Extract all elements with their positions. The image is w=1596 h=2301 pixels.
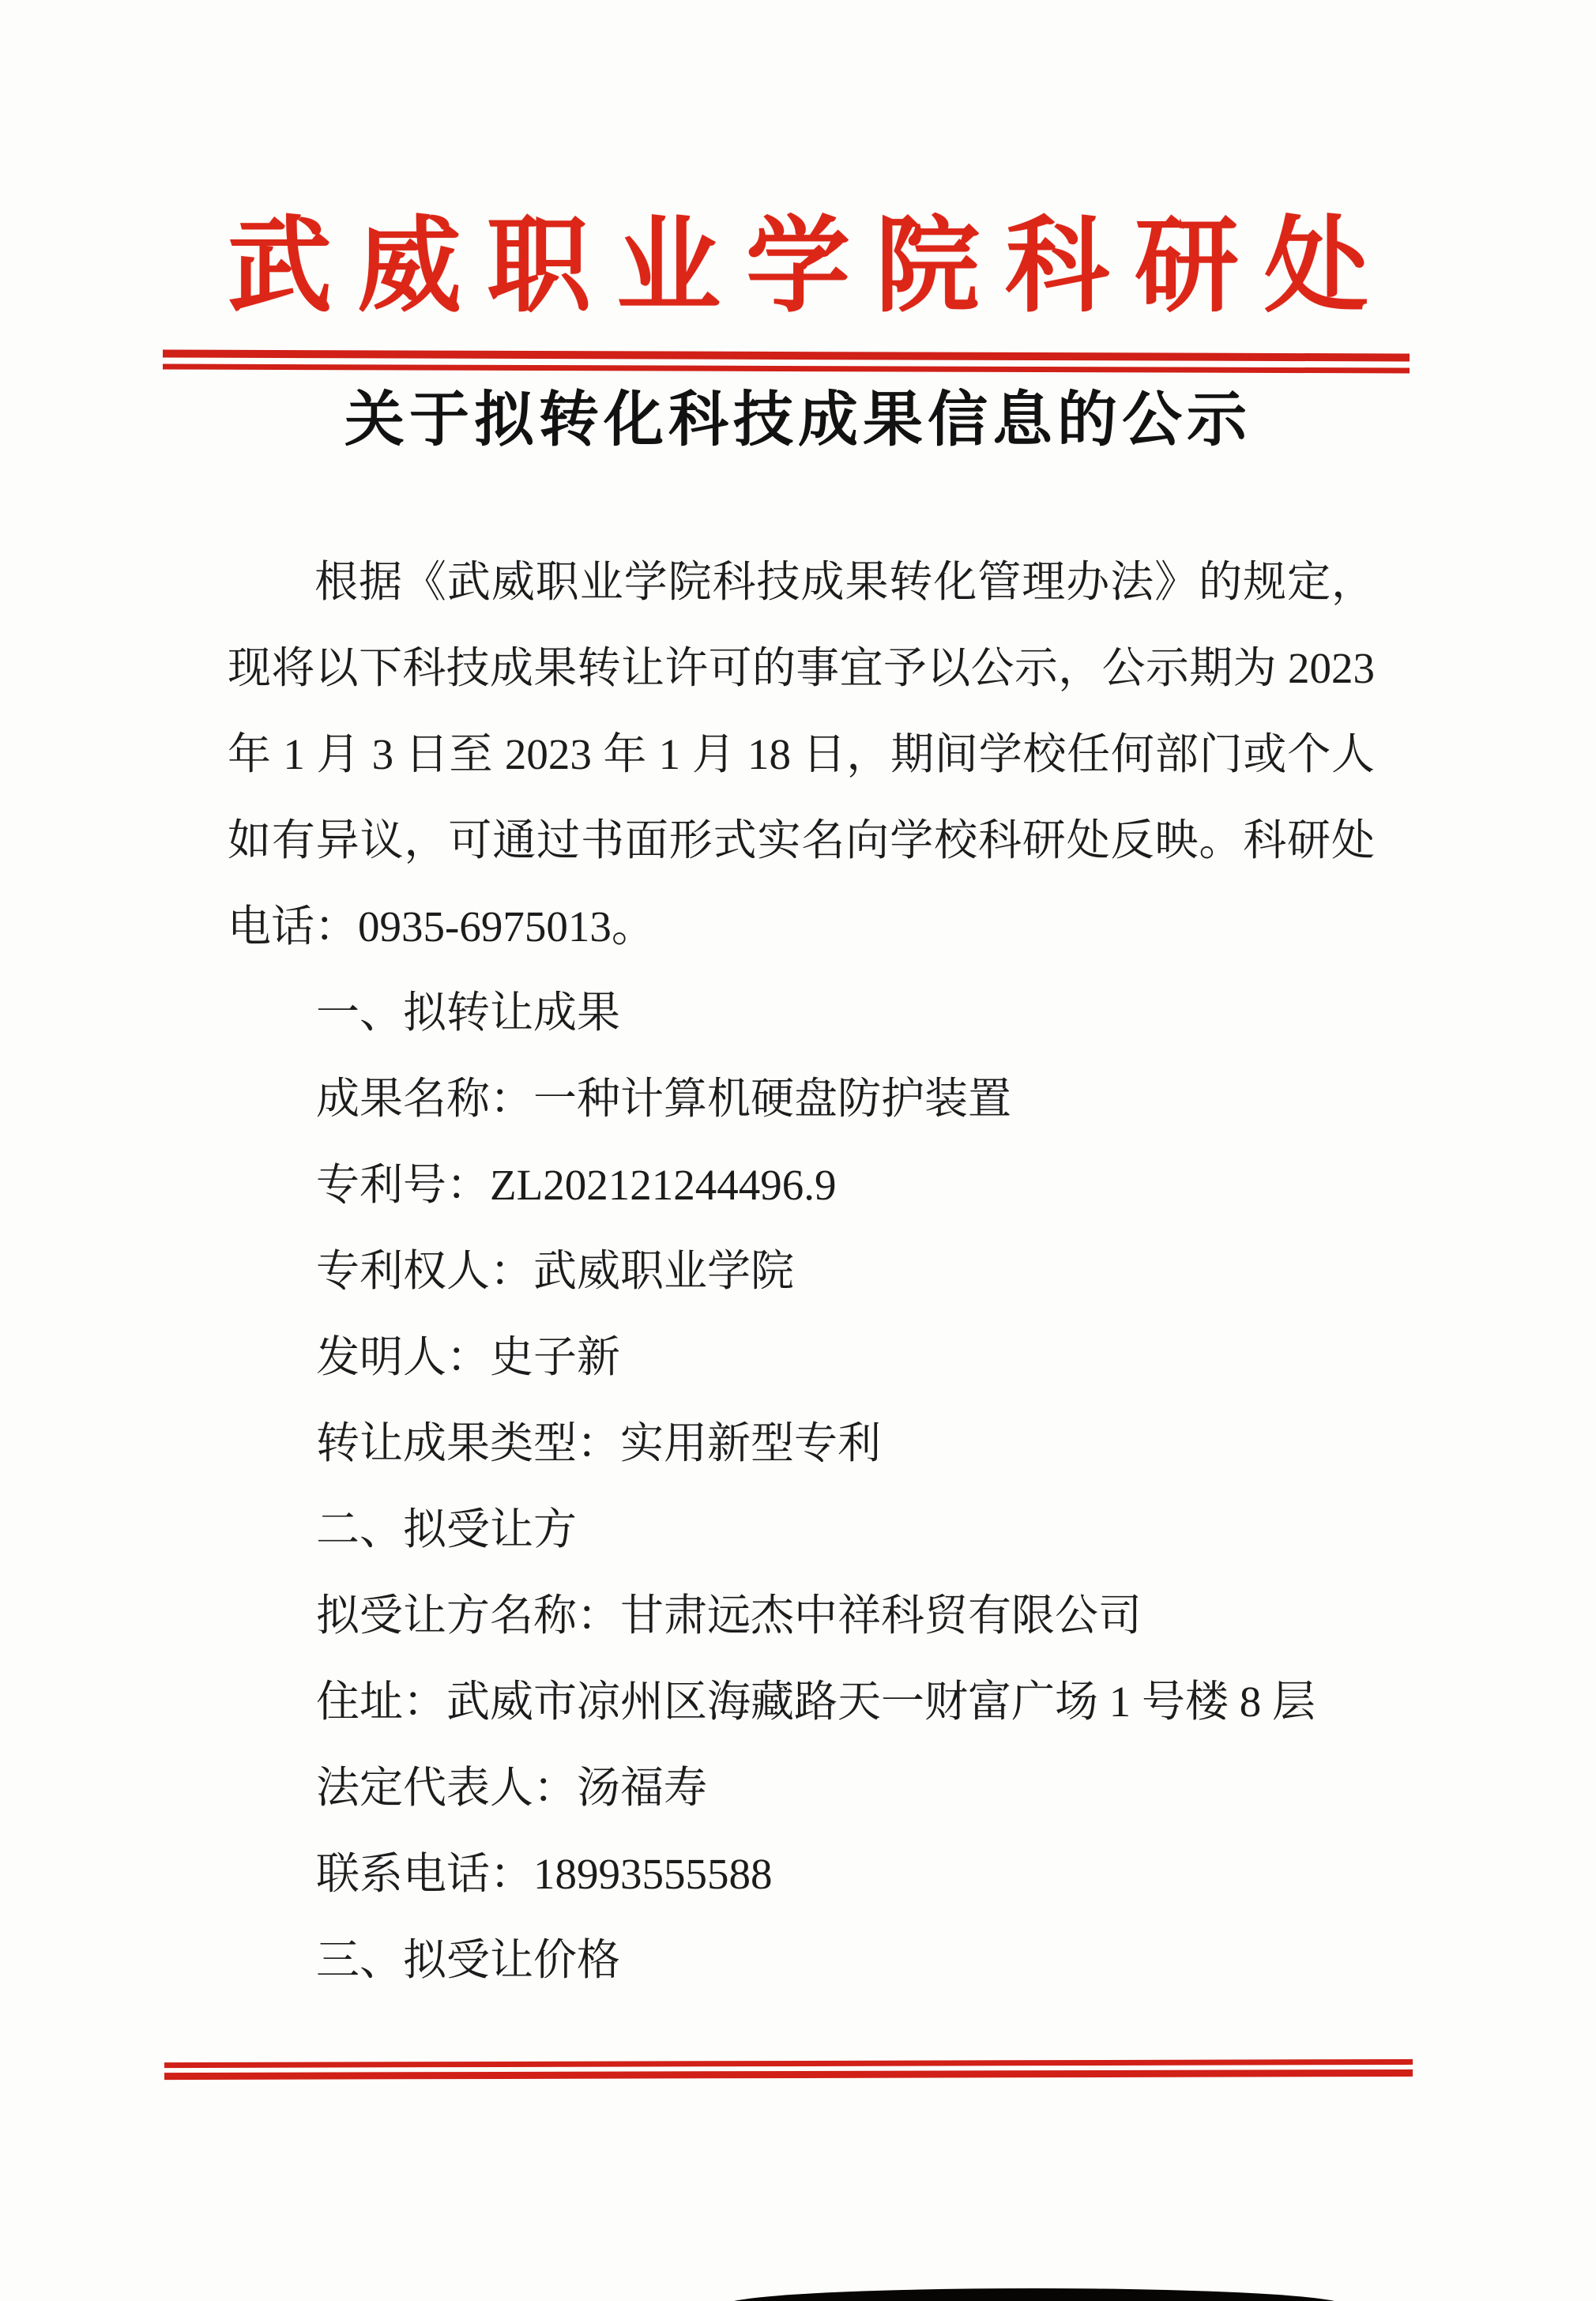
footer-rule-top — [164, 2059, 1413, 2068]
letterhead-org-name: 武威职业学院科研处 — [228, 209, 1394, 325]
header-rule-bottom — [163, 364, 1410, 374]
body-line: 转让成果类型：实用新型专利 — [316, 1419, 882, 1467]
body-line: 拟受让方名称：甘肃远杰中祥科贸有限公司 — [316, 1591, 1142, 1640]
scan-smudge-artifact — [725, 2288, 1343, 2301]
paragraph-line: 如有异议，可通过书面形式实名向学校科研处反映。科研处 — [228, 816, 1375, 864]
document-body — [228, 539, 1375, 2003]
footer-rule-bottom — [164, 2069, 1413, 2080]
body-line: 联系电话：18993555588 — [316, 1850, 773, 1898]
paragraph-line: 电话：0935-6975013。 — [228, 902, 655, 951]
section-heading: 一、拟转让成果 — [316, 989, 621, 1037]
body-line: 成果名称：一种计算机硬盘防护装置 — [316, 1075, 1012, 1123]
body-line: 法定代表人：汤福寿 — [316, 1764, 708, 1812]
section-heading: 二、拟受让方 — [316, 1505, 578, 1553]
page-title: 关于拟转化科技成果信息的公示 — [344, 386, 1252, 454]
paragraph-line: 现将以下科技成果转让许可的事宜予以公示，公示期为 2023 — [228, 644, 1375, 692]
header-rule-top — [163, 350, 1410, 362]
body-line: 专利号：ZL202121244496.9 — [316, 1161, 837, 1209]
paragraph-line: 年 1 月 3 日至 2023 年 1 月 18 日，期间学校任何部门或个人 — [228, 730, 1375, 778]
body-line: 发明人：史子新 — [316, 1333, 621, 1381]
paragraph-line: 根据《武威职业学院科技成果转化管理办法》的规定， — [314, 558, 1375, 606]
body-line: 专利权人：武威职业学院 — [316, 1247, 795, 1295]
section-heading: 三、拟受让价格 — [316, 1936, 621, 1984]
body-line: 住址：武威市凉州区海藏路天一财富广场 1 号楼 8 层 — [316, 1678, 1316, 1726]
